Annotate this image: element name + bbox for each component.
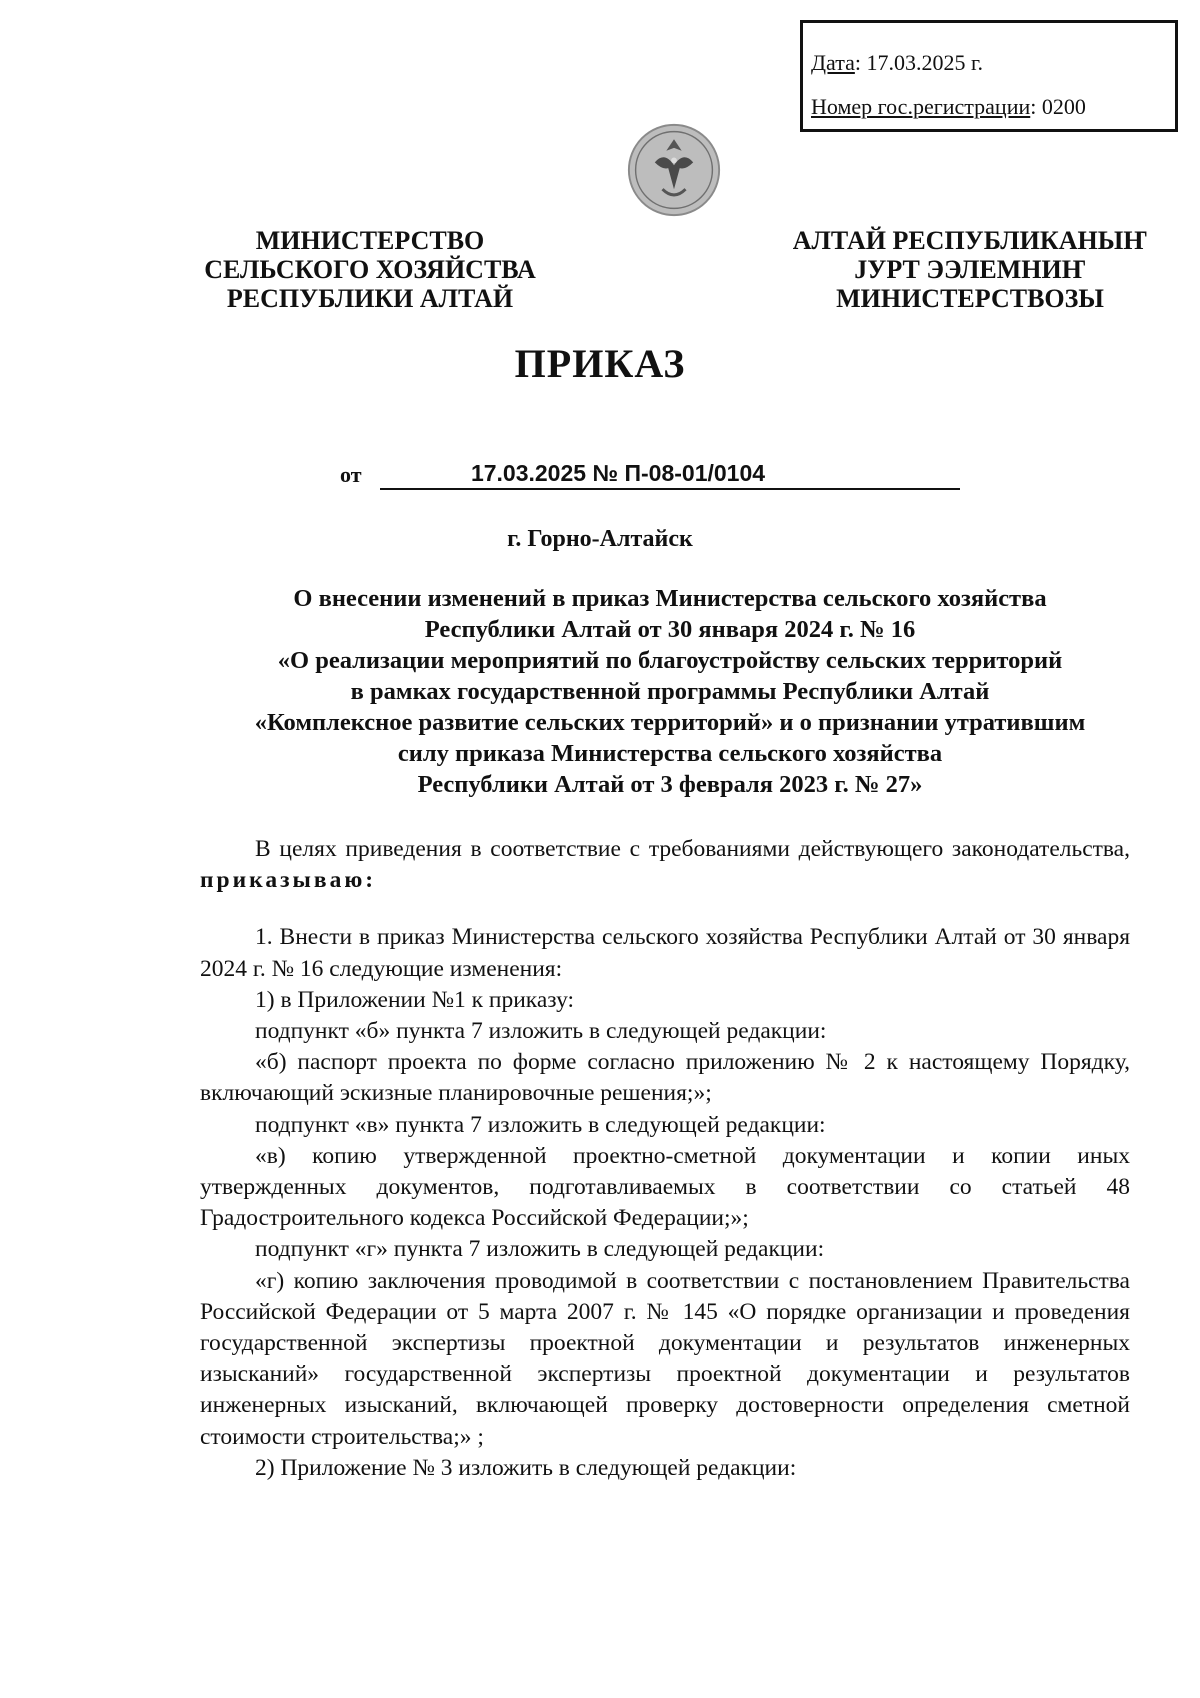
ministry-name-russian: [150, 226, 590, 313]
ministry-name-line: СЕЛЬСКОГО ХОЗЯЙСТВА: [204, 255, 536, 284]
subject-line: Республики Алтай от 30 января 2024 г. № 16: [424, 616, 916, 643]
paragraph-spacer: [200, 896, 1130, 922]
registration-date-value: : 17.03.2025 г.: [854, 50, 984, 75]
body-paragraph: подпункт «б» пункта 7 изложить в следующей редакции:: [255, 1018, 827, 1045]
ministry-name-line: РЕСПУБЛИКИ АЛТАЙ: [226, 284, 514, 313]
registration-number-value: : 0200: [1030, 94, 1086, 119]
subject-line: в рамках государственной программы Республики Алтай: [350, 678, 990, 705]
subject-line: силу приказа Министерства сельского хозяйства: [397, 740, 943, 767]
body-paragraph: «г) копию заключения проводимой в соответствии с постановлением Правительства Российской Федерации от 5 марта 2007 г. № 145 «О порядке организации и проведения государственной экспертизы проектной документации и результатов инженерных изысканий» государственной экспертизы проектной документации и результатов инженерных изысканий, включающей проверку достоверности определения сметной стоимости строительства;» ;: [200, 1267, 1130, 1450]
registration-date: [811, 41, 1175, 85]
preamble-paragraph: [200, 834, 1130, 896]
body-paragraph: «в) копию утвержденной проектно-сметной документации и копии иных утвержденных документов, подготавливаемых в соответствии со статьей 48 Градостроительного кодекса Российской Федерации;»;: [200, 1142, 1130, 1232]
registration-number: [811, 85, 1175, 129]
document-title: ПРИКАЗ: [514, 341, 686, 386]
order-number: 17.03.2025 № П-08-01/0104: [470, 460, 766, 486]
city-name: г. Горно-Алтайск: [507, 526, 693, 552]
order-body: [200, 834, 1130, 1484]
ministry-name-line: МИНИСТЕРСТВОЗЫ: [836, 284, 1104, 313]
preamble-text: В целях приведения в соответствие с требованиями действующего законодательства,: [255, 836, 1130, 862]
ministry-name-altai: [760, 226, 1180, 313]
body-paragraph: 1) в Приложении №1 к приказу:: [255, 986, 575, 1013]
order-subject: [200, 583, 1140, 800]
subject-line: Республики Алтай от 3 февраля 2023 г. № 27»: [417, 771, 923, 798]
ministry-name-line: МИНИСТЕРСТВО: [255, 226, 485, 255]
order-date-number: [0, 458, 1200, 494]
order-from-label: от: [340, 462, 362, 487]
registration-box: [800, 20, 1178, 132]
body-paragraph: подпункт «г» пункта 7 изложить в следующей редакции:: [255, 1236, 825, 1263]
subject-line: «О реализации мероприятий по благоустройству сельских территорий: [277, 647, 1063, 674]
body-paragraph: «б) паспорт проекта по форме согласно приложению № 2 к настоящему Порядку, включающий эскизные планировочные решения;»;: [200, 1049, 1130, 1107]
order-number-underline: [380, 458, 960, 490]
body-paragraph: 1. Внести в приказ Министерства сельского хозяйства Республики Алтай от 30 января 2024 г. № 16 следующие изменения:: [200, 924, 1130, 982]
body-paragraph: подпункт «в» пункта 7 изложить в следующей редакции:: [255, 1111, 826, 1138]
registration-date-label: Дата: [811, 50, 855, 75]
preamble-directive: приказываю:: [200, 867, 377, 894]
subject-line: «Комплексное развитие сельских территорий» и о признании утратившим: [254, 709, 1086, 736]
body-paragraph: 2) Приложение № 3 изложить в следующей редакции:: [255, 1454, 797, 1481]
ministry-name-line: ЈУРТ ЭЭЛЕМНИҤ: [854, 255, 1086, 284]
coat-of-arms-emblem: [626, 122, 722, 218]
subject-line: О внесении изменений в приказ Министерства сельского хозяйства: [293, 585, 1047, 612]
ministry-name-line: АЛТАЙ РЕСПУБЛИКАНЫҤ: [792, 226, 1148, 255]
registration-number-label: Номер гос.регистрации: [811, 94, 1031, 119]
